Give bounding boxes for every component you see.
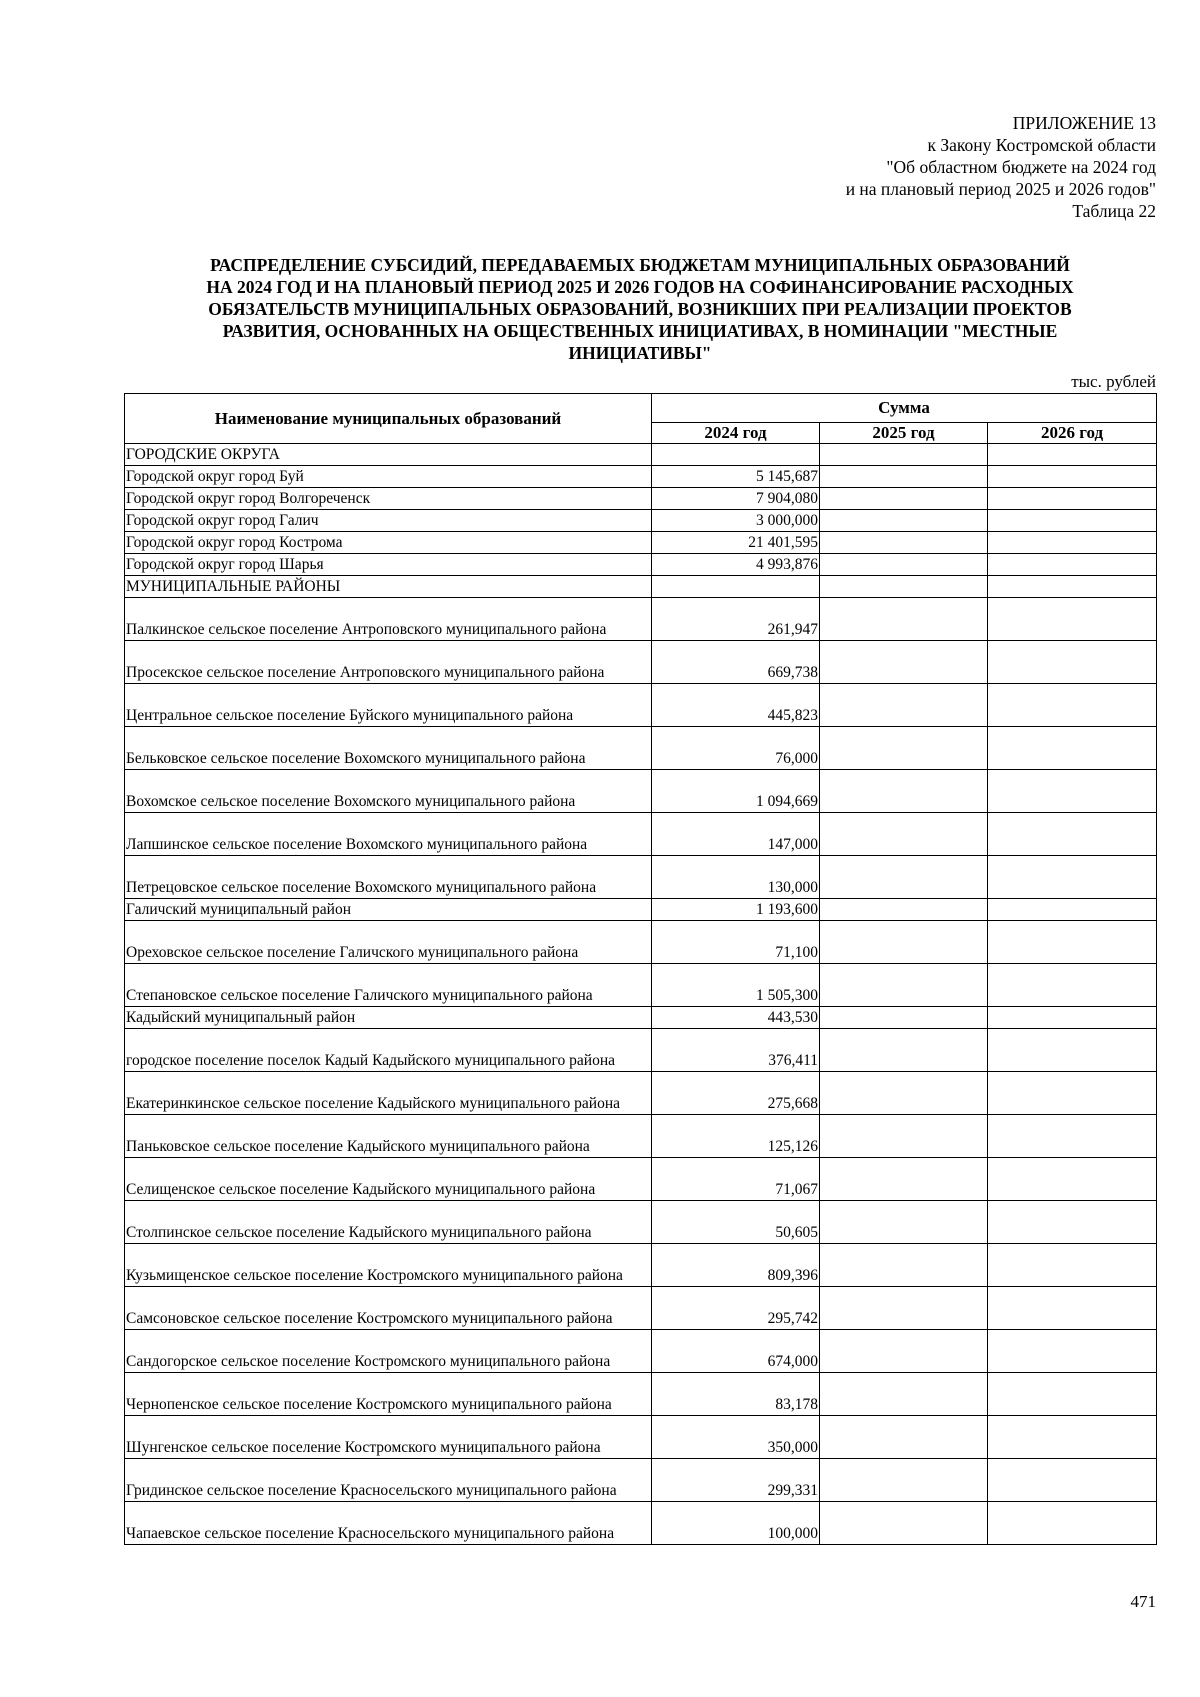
value-2025-cell [820,813,988,856]
value-2025-cell [820,1330,988,1373]
table-row [125,641,1157,684]
name-cell: Галичский муниципальный район [125,899,652,921]
name-cell: Центральное сельское поселение Буйского муниципального района [125,684,652,727]
value-2025-cell [820,1007,988,1029]
name-cell: Ореховское сельское поселение Галичского муниципального района [125,921,652,964]
table-row [125,1416,1157,1459]
name-cell: Просекское сельское поселение Антроповского муниципального района [125,641,652,684]
value-2026-cell [988,641,1157,684]
value-2024-cell: 1 193,600 [652,899,820,921]
title-line: РАЗВИТИЯ, ОСНОВАННЫХ НА ОБЩЕСТВЕННЫХ ИНИЦИАТИВАХ, В НОМИНАЦИИ "МЕСТНЫЕ [222,321,1058,341]
value-2024-cell: 275,668 [652,1072,820,1115]
value-2024-cell: 376,411 [652,1029,820,1072]
table-row [125,899,1157,921]
table-body [125,444,1157,1545]
value-2025-cell [820,466,988,488]
value-2024-cell: 261,947 [652,598,820,641]
value-2026-cell [988,1007,1157,1029]
table-row [125,964,1157,1007]
table-row [125,770,1157,813]
value-2025-cell [820,444,988,466]
table-row [125,1287,1157,1330]
value-2026-cell [988,856,1157,899]
value-2025-cell [820,1373,988,1416]
table-row [125,1459,1157,1502]
value-2024-cell: 443,530 [652,1007,820,1029]
value-2026-cell [988,1416,1157,1459]
name-cell: Чернопенское сельское поселение Костромского муниципального района [125,1373,652,1416]
value-2026-cell [988,488,1157,510]
value-2024-cell: 3 000,000 [652,510,820,532]
value-2025-cell [820,554,988,576]
column-header-2026: 2026 год [988,423,1157,444]
table-row [125,813,1157,856]
value-2025-cell [820,1201,988,1244]
column-header-2024: 2024 год [652,423,820,444]
value-2024-cell: 76,000 [652,727,820,770]
table-row [125,554,1157,576]
name-cell: Городской округ город Кострома [125,532,652,554]
value-2024-cell [652,576,820,598]
value-2024-cell: 71,100 [652,921,820,964]
name-cell: Бельковское сельское поселение Вохомского муниципального района [125,727,652,770]
name-cell: Самсоновское сельское поселение Костромского муниципального района [125,1287,652,1330]
value-2024-cell [652,444,820,466]
name-cell: Лапшинское сельское поселение Вохомского муниципального района [125,813,652,856]
table-row [125,1201,1157,1244]
section-row [125,444,1157,466]
appendix-law-ref: к Закону Костромской области [927,135,1156,155]
section-row [125,576,1157,598]
value-2026-cell [988,1072,1157,1115]
page-number: 471 [1130,1592,1156,1611]
value-2026-cell [988,1459,1157,1502]
appendix-table-number: Таблица 22 [1072,201,1156,221]
value-2024-cell: 83,178 [652,1373,820,1416]
value-2026-cell [988,1502,1157,1545]
value-2024-cell: 445,823 [652,684,820,727]
value-2025-cell [820,488,988,510]
value-2026-cell [988,964,1157,1007]
value-2024-cell: 130,000 [652,856,820,899]
table-row [125,856,1157,899]
value-2024-cell: 21 401,595 [652,532,820,554]
value-2024-cell: 669,738 [652,641,820,684]
column-header-sum: Сумма [652,394,1157,423]
value-2024-cell: 350,000 [652,1416,820,1459]
value-2025-cell [820,1287,988,1330]
table-row [125,1502,1157,1545]
value-2026-cell [988,1287,1157,1330]
value-2024-cell: 5 145,687 [652,466,820,488]
value-2026-cell [988,554,1157,576]
table-row [125,1072,1157,1115]
title-line: НА 2024 ГОД И НА ПЛАНОВЫЙ ПЕРИОД 2025 И 2026 ГОДОВ НА СОФИНАНСИРОВАНИЕ РАСХОДНЫХ [206,277,1074,297]
value-2025-cell [820,921,988,964]
value-2025-cell [820,856,988,899]
value-2024-cell: 299,331 [652,1459,820,1502]
table-row [125,921,1157,964]
value-2025-cell [820,1029,988,1072]
value-2024-cell: 147,000 [652,813,820,856]
value-2024-cell: 809,396 [652,1244,820,1287]
value-2025-cell [820,576,988,598]
table-row [125,684,1157,727]
value-2025-cell [820,1072,988,1115]
value-2025-cell [820,641,988,684]
value-2026-cell [988,1115,1157,1158]
appendix-law-title-2: и на плановый период 2025 и 2026 годов" [845,179,1156,199]
value-2024-cell: 7 904,080 [652,488,820,510]
name-cell: Екатеринкинское сельское поселение Кадыйского муниципального района [125,1072,652,1115]
name-cell: Кадыйский муниципальный район [125,1007,652,1029]
value-2025-cell [820,1502,988,1545]
name-cell: Петрецовское сельское поселение Вохомского муниципального района [125,856,652,899]
table-row [125,1373,1157,1416]
value-2026-cell [988,921,1157,964]
name-cell: Палкинское сельское поселение Антроповского муниципального района [125,598,652,641]
value-2026-cell [988,510,1157,532]
name-cell: Городской округ город Галич [125,510,652,532]
value-2024-cell: 125,126 [652,1115,820,1158]
value-2025-cell [820,684,988,727]
value-2026-cell [988,727,1157,770]
value-2026-cell [988,1373,1157,1416]
column-header-2025: 2025 год [820,423,988,444]
value-2024-cell: 1 094,669 [652,770,820,813]
value-2024-cell: 4 993,876 [652,554,820,576]
value-2025-cell [820,532,988,554]
name-cell: Селищенское сельское поселение Кадыйского муниципального района [125,1158,652,1201]
value-2025-cell [820,1459,988,1502]
value-2026-cell [988,1158,1157,1201]
table-row [125,1115,1157,1158]
value-2025-cell [820,510,988,532]
value-2025-cell [820,1416,988,1459]
name-cell: Сандогорское сельское поселение Костромского муниципального района [125,1330,652,1373]
value-2025-cell [820,964,988,1007]
name-cell: Степановское сельское поселение Галичского муниципального района [125,964,652,1007]
name-cell: ГОРОДСКИЕ ОКРУГА [125,444,652,466]
table-row [125,532,1157,554]
name-cell: Шунгенское сельское поселение Костромского муниципального района [125,1416,652,1459]
value-2026-cell [988,444,1157,466]
value-2026-cell [988,532,1157,554]
value-2026-cell [988,1201,1157,1244]
table-row [125,1158,1157,1201]
document-title [120,254,1160,364]
table-row [125,488,1157,510]
name-cell: МУНИЦИПАЛЬНЫЕ РАЙОНЫ [125,576,652,598]
name-cell: Городской округ город Буй [125,466,652,488]
name-cell: Городской округ город Шарья [125,554,652,576]
value-2026-cell [988,899,1157,921]
appendix-header [846,112,1156,222]
column-header-name: Наименование муниципальных образований [125,394,652,444]
value-2025-cell [820,1158,988,1201]
value-2025-cell [820,899,988,921]
units-label: тыс. рублей [1071,372,1156,391]
value-2024-cell: 295,742 [652,1287,820,1330]
value-2026-cell [988,770,1157,813]
table-row [125,1330,1157,1373]
value-2025-cell [820,1244,988,1287]
value-2024-cell: 50,605 [652,1201,820,1244]
table-row [125,466,1157,488]
value-2026-cell [988,1244,1157,1287]
value-2026-cell [988,684,1157,727]
value-2026-cell [988,466,1157,488]
value-2025-cell [820,1115,988,1158]
value-2025-cell [820,770,988,813]
name-cell: городское поселение поселок Кадый Кадыйского муниципального района [125,1029,652,1072]
name-cell: Вохомское сельское поселение Вохомского муниципального района [125,770,652,813]
title-line: ИНИЦИАТИВЫ" [568,343,712,363]
value-2025-cell [820,598,988,641]
name-cell: Чапаевское сельское поселение Красносельского муниципального района [125,1502,652,1545]
value-2024-cell: 71,067 [652,1158,820,1201]
value-2024-cell: 1 505,300 [652,964,820,1007]
value-2026-cell [988,1029,1157,1072]
value-2025-cell [820,727,988,770]
value-2026-cell [988,598,1157,641]
title-line: РАСПРЕДЕЛЕНИЕ СУБСИДИЙ, ПЕРЕДАВАЕМЫХ БЮДЖЕТАМ МУНИЦИПАЛЬНЫХ ОБРАЗОВАНИЙ [210,255,1070,275]
name-cell: Гридинское сельское поселение Красносельского муниципального района [125,1459,652,1502]
name-cell: Городской округ город Волгореченск [125,488,652,510]
value-2026-cell [988,1330,1157,1373]
appendix-number: ПРИЛОЖЕНИЕ 13 [1012,113,1156,133]
subsidy-table [124,393,1157,1545]
table-row [125,510,1157,532]
value-2024-cell: 100,000 [652,1502,820,1545]
name-cell: Столпинское сельское поселение Кадыйского муниципального района [125,1201,652,1244]
value-2026-cell [988,813,1157,856]
name-cell: Паньковское сельское поселение Кадыйского муниципального района [125,1115,652,1158]
table-row [125,1029,1157,1072]
appendix-law-title-1: "Об областном бюджете на 2024 год [886,157,1156,177]
table-row [125,598,1157,641]
title-line: ОБЯЗАТЕЛЬСТВ МУНИЦИПАЛЬНЫХ ОБРАЗОВАНИЙ, ВОЗНИКШИХ ПРИ РЕАЛИЗАЦИИ ПРОЕКТОВ [208,299,1072,319]
name-cell: Кузьмищенское сельское поселение Костромского муниципального района [125,1244,652,1287]
value-2026-cell [988,576,1157,598]
table-row [125,1244,1157,1287]
value-2024-cell: 674,000 [652,1330,820,1373]
table-row [125,727,1157,770]
table-row [125,1007,1157,1029]
